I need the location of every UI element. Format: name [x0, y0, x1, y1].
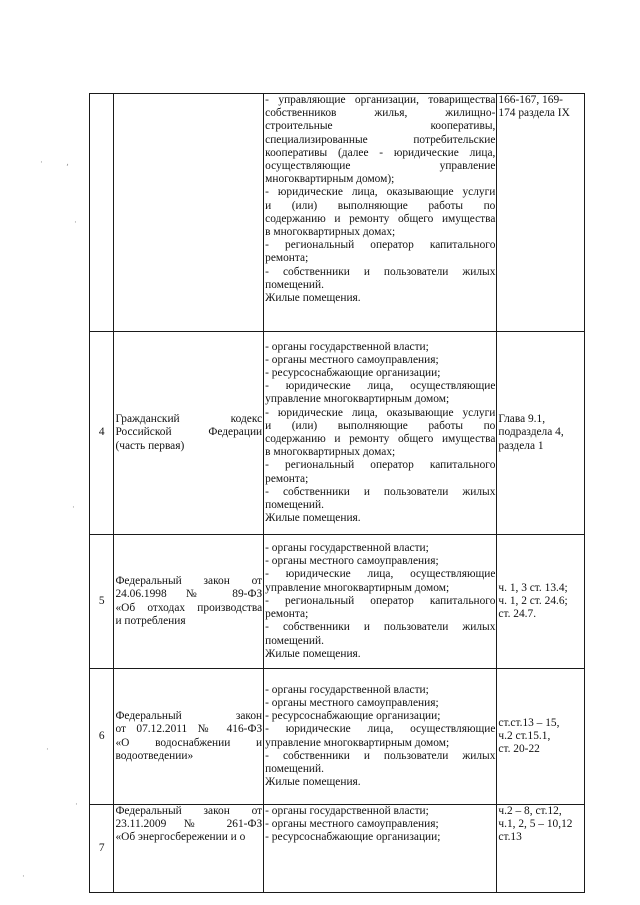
row-number: 7 [90, 805, 114, 893]
scan-speck: · [40, 158, 43, 168]
subjects-cell [264, 669, 497, 805]
subject-line: - региональный оператор капитального [265, 239, 496, 252]
table-row [90, 94, 585, 332]
subjects-cell [264, 535, 497, 669]
scan-speck: · [46, 745, 49, 755]
scan-speck: ‚ [66, 158, 69, 168]
subject-line: - юридические лица, оказывающие услуги [265, 406, 496, 419]
subject-line: и (или) выполняющие работы по [265, 199, 496, 212]
article-ref-line: 174 раздела IX [498, 107, 570, 120]
scan-speck: · [74, 218, 77, 228]
subject-line: - органы местного самоуправления; [265, 818, 439, 831]
legal-act-line: Российской Федерации [115, 426, 263, 439]
subject-line: - ресурсоснабжающие организации; [265, 366, 441, 379]
legal-act-line: «О водоснабжении и [115, 736, 263, 749]
legal-act-cell [114, 669, 264, 805]
table-row [90, 669, 585, 805]
legal-act-line: 23.11.2009 № 261-ФЗ [115, 818, 263, 831]
subjects-cell [264, 332, 497, 535]
legal-act-line: Федеральный закон [115, 710, 263, 723]
article-ref-line: ч.2 ст.15.1, [498, 729, 551, 742]
scan-speck: · [72, 503, 75, 513]
legal-act-line: от 07.12.2011 № 416-ФЗ [115, 723, 263, 736]
subject-line: - управляющие организации, товарищества [265, 94, 496, 106]
subject-line: Жилые помещения. [265, 512, 361, 525]
legal-act-line: водоотведении» [115, 749, 194, 762]
article-ref-line: ст. 20-22 [498, 743, 540, 756]
subject-line: осуществляющие управление [265, 160, 496, 173]
subject-line: ремонта; [265, 472, 309, 485]
article-ref-line: 166-167, 169- [498, 94, 563, 106]
legal-act-line: Федеральный закон от [115, 575, 263, 588]
subject-line: помещений. [265, 762, 324, 775]
article-ref-line: Глава 9.1, [498, 413, 546, 426]
article-ref-line: ст.ст.13 – 15, [498, 716, 560, 729]
row-number [90, 94, 114, 332]
subject-line: собственников жилья, жилищно- [265, 107, 496, 120]
article-ref-line: ст. 24.7. [498, 608, 537, 621]
legal-act-line: (часть первая) [115, 439, 185, 452]
articles-cell [497, 805, 585, 893]
article-ref-line: ч.1, 2, 5 – 10,12 [498, 818, 573, 831]
subject-line: Жилые помещения. [265, 647, 361, 660]
article-ref-line: ч.2 – 8, ст.12, [498, 805, 562, 817]
subject-line: - органы государственной власти; [265, 340, 429, 353]
subject-line: ремонта; [265, 608, 309, 621]
subject-line: - собственники и пользователи жилых [265, 621, 496, 634]
legal-act-line: «Об отходах производства [115, 601, 263, 614]
subject-line: ремонта; [265, 252, 309, 265]
subject-line: - региональный оператор капитального [265, 459, 496, 472]
table-row [90, 805, 585, 893]
legal-act-line: и потребления [115, 614, 186, 627]
subject-line: строительные кооперативы, [265, 120, 496, 133]
subject-line: - юридические лица, осуществляющие [265, 568, 496, 581]
subject-line: управление многоквартирным домом; [265, 736, 450, 749]
row-number: 5 [90, 535, 114, 669]
subject-line: - органы государственной власти; [265, 683, 429, 696]
subject-line: и (или) выполняющие работы по [265, 419, 496, 432]
subject-line: - органы государственной власти; [265, 805, 429, 817]
subject-line: помещений. [265, 499, 324, 512]
subject-line: содержанию и ремонту общего имущества [265, 212, 496, 225]
subject-line: - ресурсоснабжающие организации; [265, 831, 441, 844]
legal-act-line: «Об энергосбережении и о [115, 831, 246, 844]
legal-act-line: Федеральный закон от [115, 805, 263, 817]
subjects-cell [264, 94, 497, 332]
article-ref-line: подраздела 4, [498, 426, 564, 439]
row-number: 4 [90, 332, 114, 535]
scan-speck: · [75, 800, 78, 810]
legal-act-line: 24.06.1998 № 89-ФЗ [115, 588, 263, 601]
subject-line: - собственники и пользователи жилых [265, 265, 496, 278]
subject-line: - юридические лица, осуществляющие [265, 723, 496, 736]
legal-act-cell [114, 332, 264, 535]
legal-act-cell [114, 805, 264, 893]
subject-line: кооперативы (далее - юридические лица, [265, 146, 496, 159]
table-row [90, 332, 585, 535]
subject-line: - юридические лица, оказывающие услуги [265, 186, 496, 199]
articles-cell [497, 535, 585, 669]
subject-line: многоквартирным домом); [265, 173, 395, 186]
subject-line: Жилые помещения. [265, 776, 361, 789]
subject-line: - собственники и пользователи жилых [265, 749, 496, 762]
subject-line: - региональный оператор капитального [265, 594, 496, 607]
legal-act-line: Гражданский кодекс [115, 413, 263, 426]
legal-act-cell [114, 535, 264, 669]
subject-line: управление многоквартирным домом; [265, 393, 450, 406]
subject-line: - органы местного самоуправления; [265, 555, 439, 568]
article-ref-line: раздела 1 [498, 439, 544, 452]
articles-cell [497, 669, 585, 805]
subject-line: в многоквартирных домах; [265, 446, 396, 459]
scan-speck: · [22, 872, 25, 882]
subject-line: - органы государственной власти; [265, 542, 429, 555]
subject-line: помещений. [265, 634, 324, 647]
subject-line: содержанию и ремонту общего имущества [265, 433, 496, 445]
legal-act-cell [114, 94, 264, 332]
article-ref-line: ч. 1, 3 ст. 13.4; [498, 581, 568, 594]
articles-cell [497, 332, 585, 535]
regulations-table [89, 93, 585, 893]
article-ref-line: ч. 1, 2 ст. 24.6; [498, 594, 568, 607]
subject-line: Жилые помещения. [265, 292, 361, 305]
subject-line: - органы местного самоуправления; [265, 696, 439, 709]
subject-line: специализированные потребительские [265, 133, 496, 146]
row-number: 6 [90, 669, 114, 805]
article-ref-line: ст.13 [498, 831, 522, 844]
subject-line: управление многоквартирным домом; [265, 581, 450, 594]
table-row [90, 535, 585, 669]
subject-line: - органы местного самоуправления; [265, 353, 439, 366]
articles-cell [497, 94, 585, 332]
subject-line: - ресурсоснабжающие организации; [265, 710, 441, 723]
subject-line: в многоквартирных домах; [265, 226, 396, 239]
subject-line: - юридические лица, осуществляющие [265, 380, 496, 393]
subject-line: помещений. [265, 278, 324, 291]
subjects-cell [264, 805, 497, 893]
subject-line: - собственники и пользователи жилых [265, 485, 496, 498]
